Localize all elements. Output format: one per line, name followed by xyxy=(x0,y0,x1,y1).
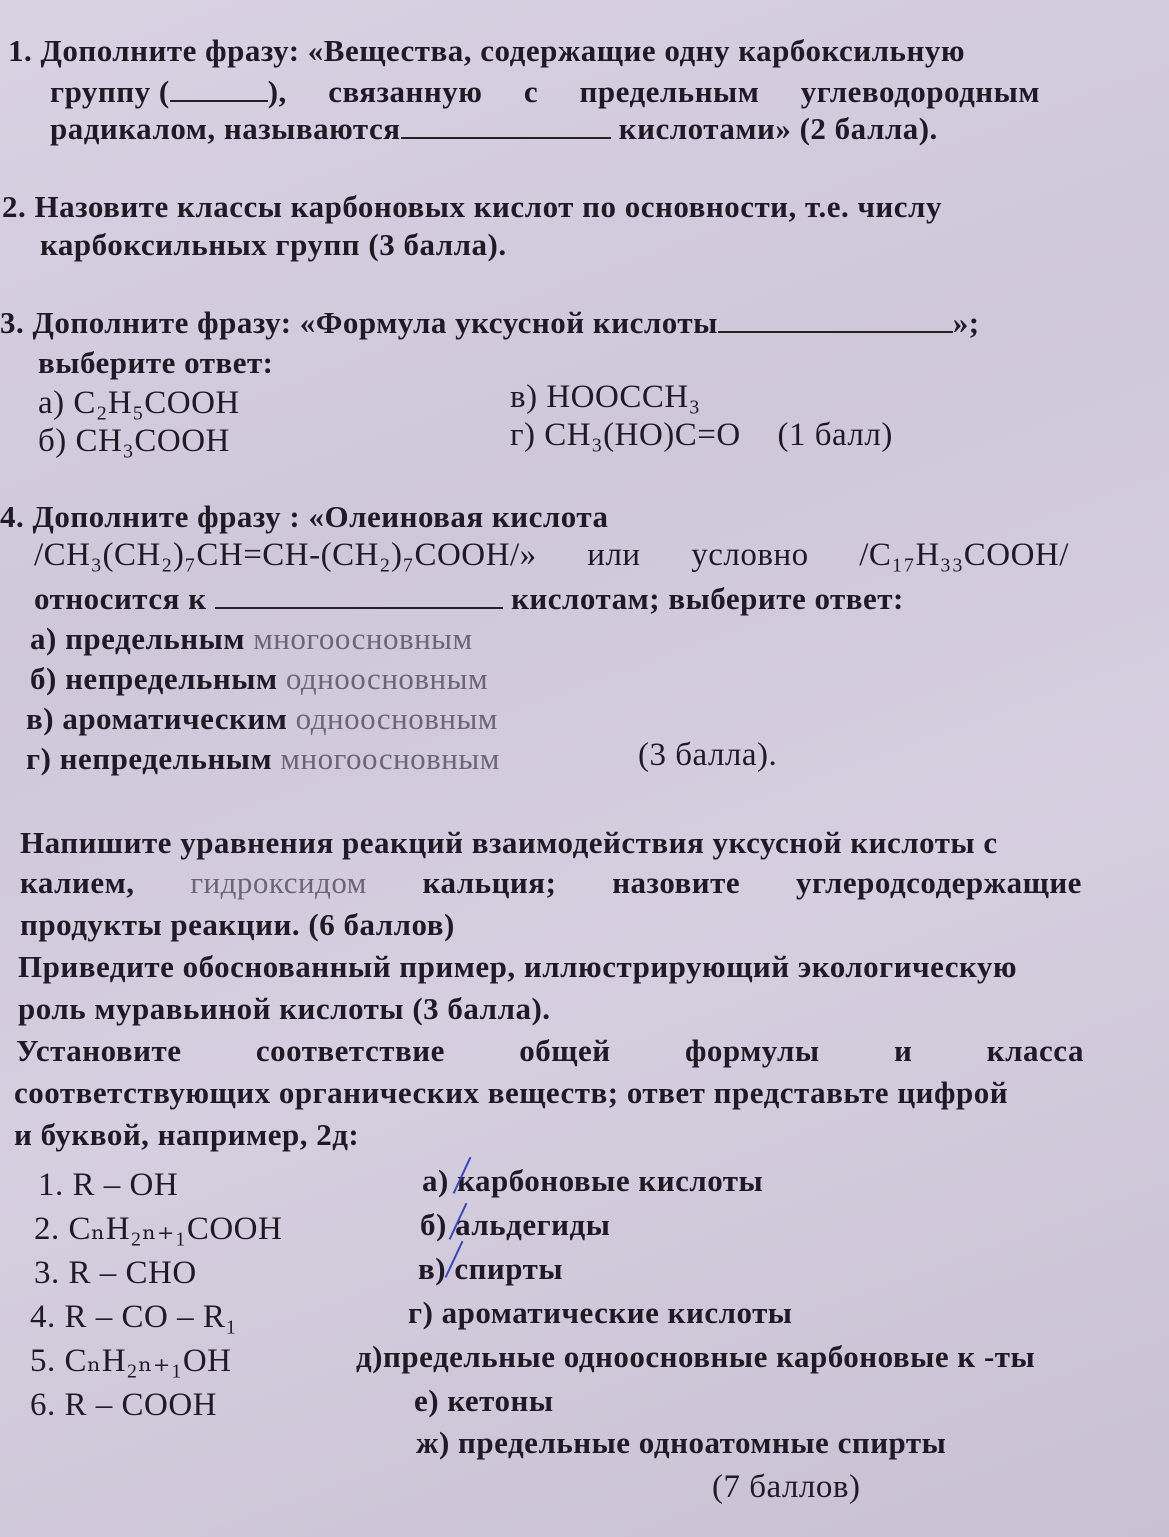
q7-class-a: а) карбоновые кислоты xyxy=(422,1163,764,1198)
q6-line1: Приведите обоснованный пример, иллюстрирующий экологическую xyxy=(18,949,1018,984)
q5-word: калием, xyxy=(20,865,135,900)
q7-points: (7 баллов) xyxy=(712,1469,861,1505)
q4-option-a-2: многоосновным xyxy=(253,621,473,656)
q3-blank xyxy=(718,331,953,333)
q7-line1 xyxy=(16,1032,1084,1070)
q7-formula-3: 3. R – CHO xyxy=(34,1255,197,1291)
q4-text-end: кислотам; выберите ответ: xyxy=(511,581,904,616)
q1-blank-class xyxy=(401,137,611,139)
q3-points: (1 балл) xyxy=(777,417,893,453)
q4-line2 xyxy=(34,536,1069,574)
q4-blank xyxy=(215,607,503,609)
q7-word: соответствие xyxy=(255,1033,445,1068)
q1-line3 xyxy=(50,110,938,148)
q5-line2 xyxy=(20,864,1082,902)
q7-line2: соответствующих органических веществ; ответ представьте цифрой xyxy=(14,1075,1009,1110)
q3-line1 xyxy=(0,304,980,342)
q5-word: гидроксидом xyxy=(190,865,367,900)
q7-formula-2: 2. CₙH₂ₙ₊₁COOH xyxy=(34,1211,283,1247)
q7-formula-1: 1. R – OH xyxy=(38,1167,179,1203)
q7-word: формулы xyxy=(684,1033,820,1068)
q2-line2: карбоксильных групп (3 балла). xyxy=(40,227,507,262)
q4-formula-full: /CH₃(CH₂)₇CH=CH-(CH₂)₇COOH/» xyxy=(34,537,537,573)
q4-option-g-2: многоосновным xyxy=(280,741,500,776)
q3-option-a: а) C₂H₅COOH xyxy=(38,385,240,421)
q4-option-a xyxy=(30,620,473,658)
q5-word: кальция; xyxy=(422,865,557,900)
q1-line2 xyxy=(50,73,1040,111)
q6-line2: роль муравьиной кислоты (3 балла). xyxy=(18,991,551,1026)
q4-line3 xyxy=(34,580,904,618)
q7-formula-4: 4. R – CO – R₁ xyxy=(30,1299,238,1335)
q7-formula-5: 5. CₙH₂ₙ₊₁OH xyxy=(30,1343,232,1379)
q3-option-g-text: г) CH₃(HO)C=O xyxy=(510,417,741,453)
q4-points: (3 балла). xyxy=(638,737,778,773)
q7-class-b: б) альдегиды xyxy=(420,1207,611,1242)
q1-word: предельным xyxy=(579,74,760,109)
q7-formula-6: 6. R – COOH xyxy=(30,1387,218,1423)
q7-class-v: в) спирты xyxy=(418,1251,564,1286)
q4-option-g-1: г) непредельным xyxy=(26,741,273,776)
q7-word: класса xyxy=(986,1033,1084,1068)
q1-blank-formula xyxy=(170,100,268,102)
q1-text: радикалом, называются xyxy=(50,111,401,146)
q5-line3: продукты реакции. (6 баллов) xyxy=(20,907,455,942)
q1-word: углеводородным xyxy=(800,74,1040,109)
q4-option-b-2: одноосновным xyxy=(285,661,489,696)
q1-line1: 1. Дополните фразу: «Вещества, содержащие одну карбоксильную xyxy=(8,33,966,68)
q3-option-b: б) CH₃COOH xyxy=(38,423,230,459)
q4-word-or: или xyxy=(587,537,641,573)
q3-text: 3. Дополните фразу: «Формула уксусной кислоты xyxy=(0,305,718,340)
q3-close: »; xyxy=(952,305,980,340)
q4-option-a-1: а) предельным xyxy=(30,621,245,656)
q4-word-conditionally: условно xyxy=(691,537,809,573)
q7-class-e: е) кетоны xyxy=(414,1383,554,1418)
q4-option-v-1: в) ароматическим xyxy=(26,701,288,736)
q3-option-g xyxy=(510,416,893,454)
q7-word: общей xyxy=(519,1033,611,1068)
q4-option-v xyxy=(26,700,498,738)
q7-line3: и буквой, например, 2д: xyxy=(14,1117,360,1152)
q2-line1: 2. Назовите классы карбоновых кислот по основности, т.е. числу xyxy=(2,189,942,224)
q3-option-v: в) HOOCCH₃ xyxy=(510,379,701,415)
q5-line1: Напишите уравнения реакций взаимодействия уксусной кислоты с xyxy=(20,825,998,860)
q1-points: кислотами» (2 балла). xyxy=(618,111,938,146)
q4-option-g xyxy=(26,740,500,778)
q7-class-g: г) ароматические кислоты xyxy=(408,1295,793,1330)
q4-text: относится к xyxy=(34,581,207,616)
q7-class-d: д)предельные одноосновные карбоновые к -ты xyxy=(356,1339,1036,1374)
q1-word: с xyxy=(523,74,539,109)
q4-line1: 4. Дополните фразу : «Олеиновая кислота xyxy=(0,499,609,534)
q4-formula-short: /C₁₇H₃₃COOH/ xyxy=(859,537,1069,573)
q5-word: назовите xyxy=(612,865,741,900)
q4-option-b xyxy=(30,660,488,698)
q4-option-b-1: б) непредельным xyxy=(30,661,278,696)
q7-class-zh: ж) предельные одноатомные спирты xyxy=(416,1425,947,1460)
q7-word: Установите xyxy=(16,1033,182,1068)
q1-group-close: ), xyxy=(267,74,287,109)
q3-line2: выберите ответ: xyxy=(38,345,274,380)
q1-group-label: группу ( xyxy=(50,74,170,109)
q5-word: углеродсодержащие xyxy=(795,865,1082,900)
q4-option-v-2: одноосновным xyxy=(295,701,498,736)
q1-word: связанную xyxy=(328,74,483,109)
q7-word: и xyxy=(894,1033,913,1068)
